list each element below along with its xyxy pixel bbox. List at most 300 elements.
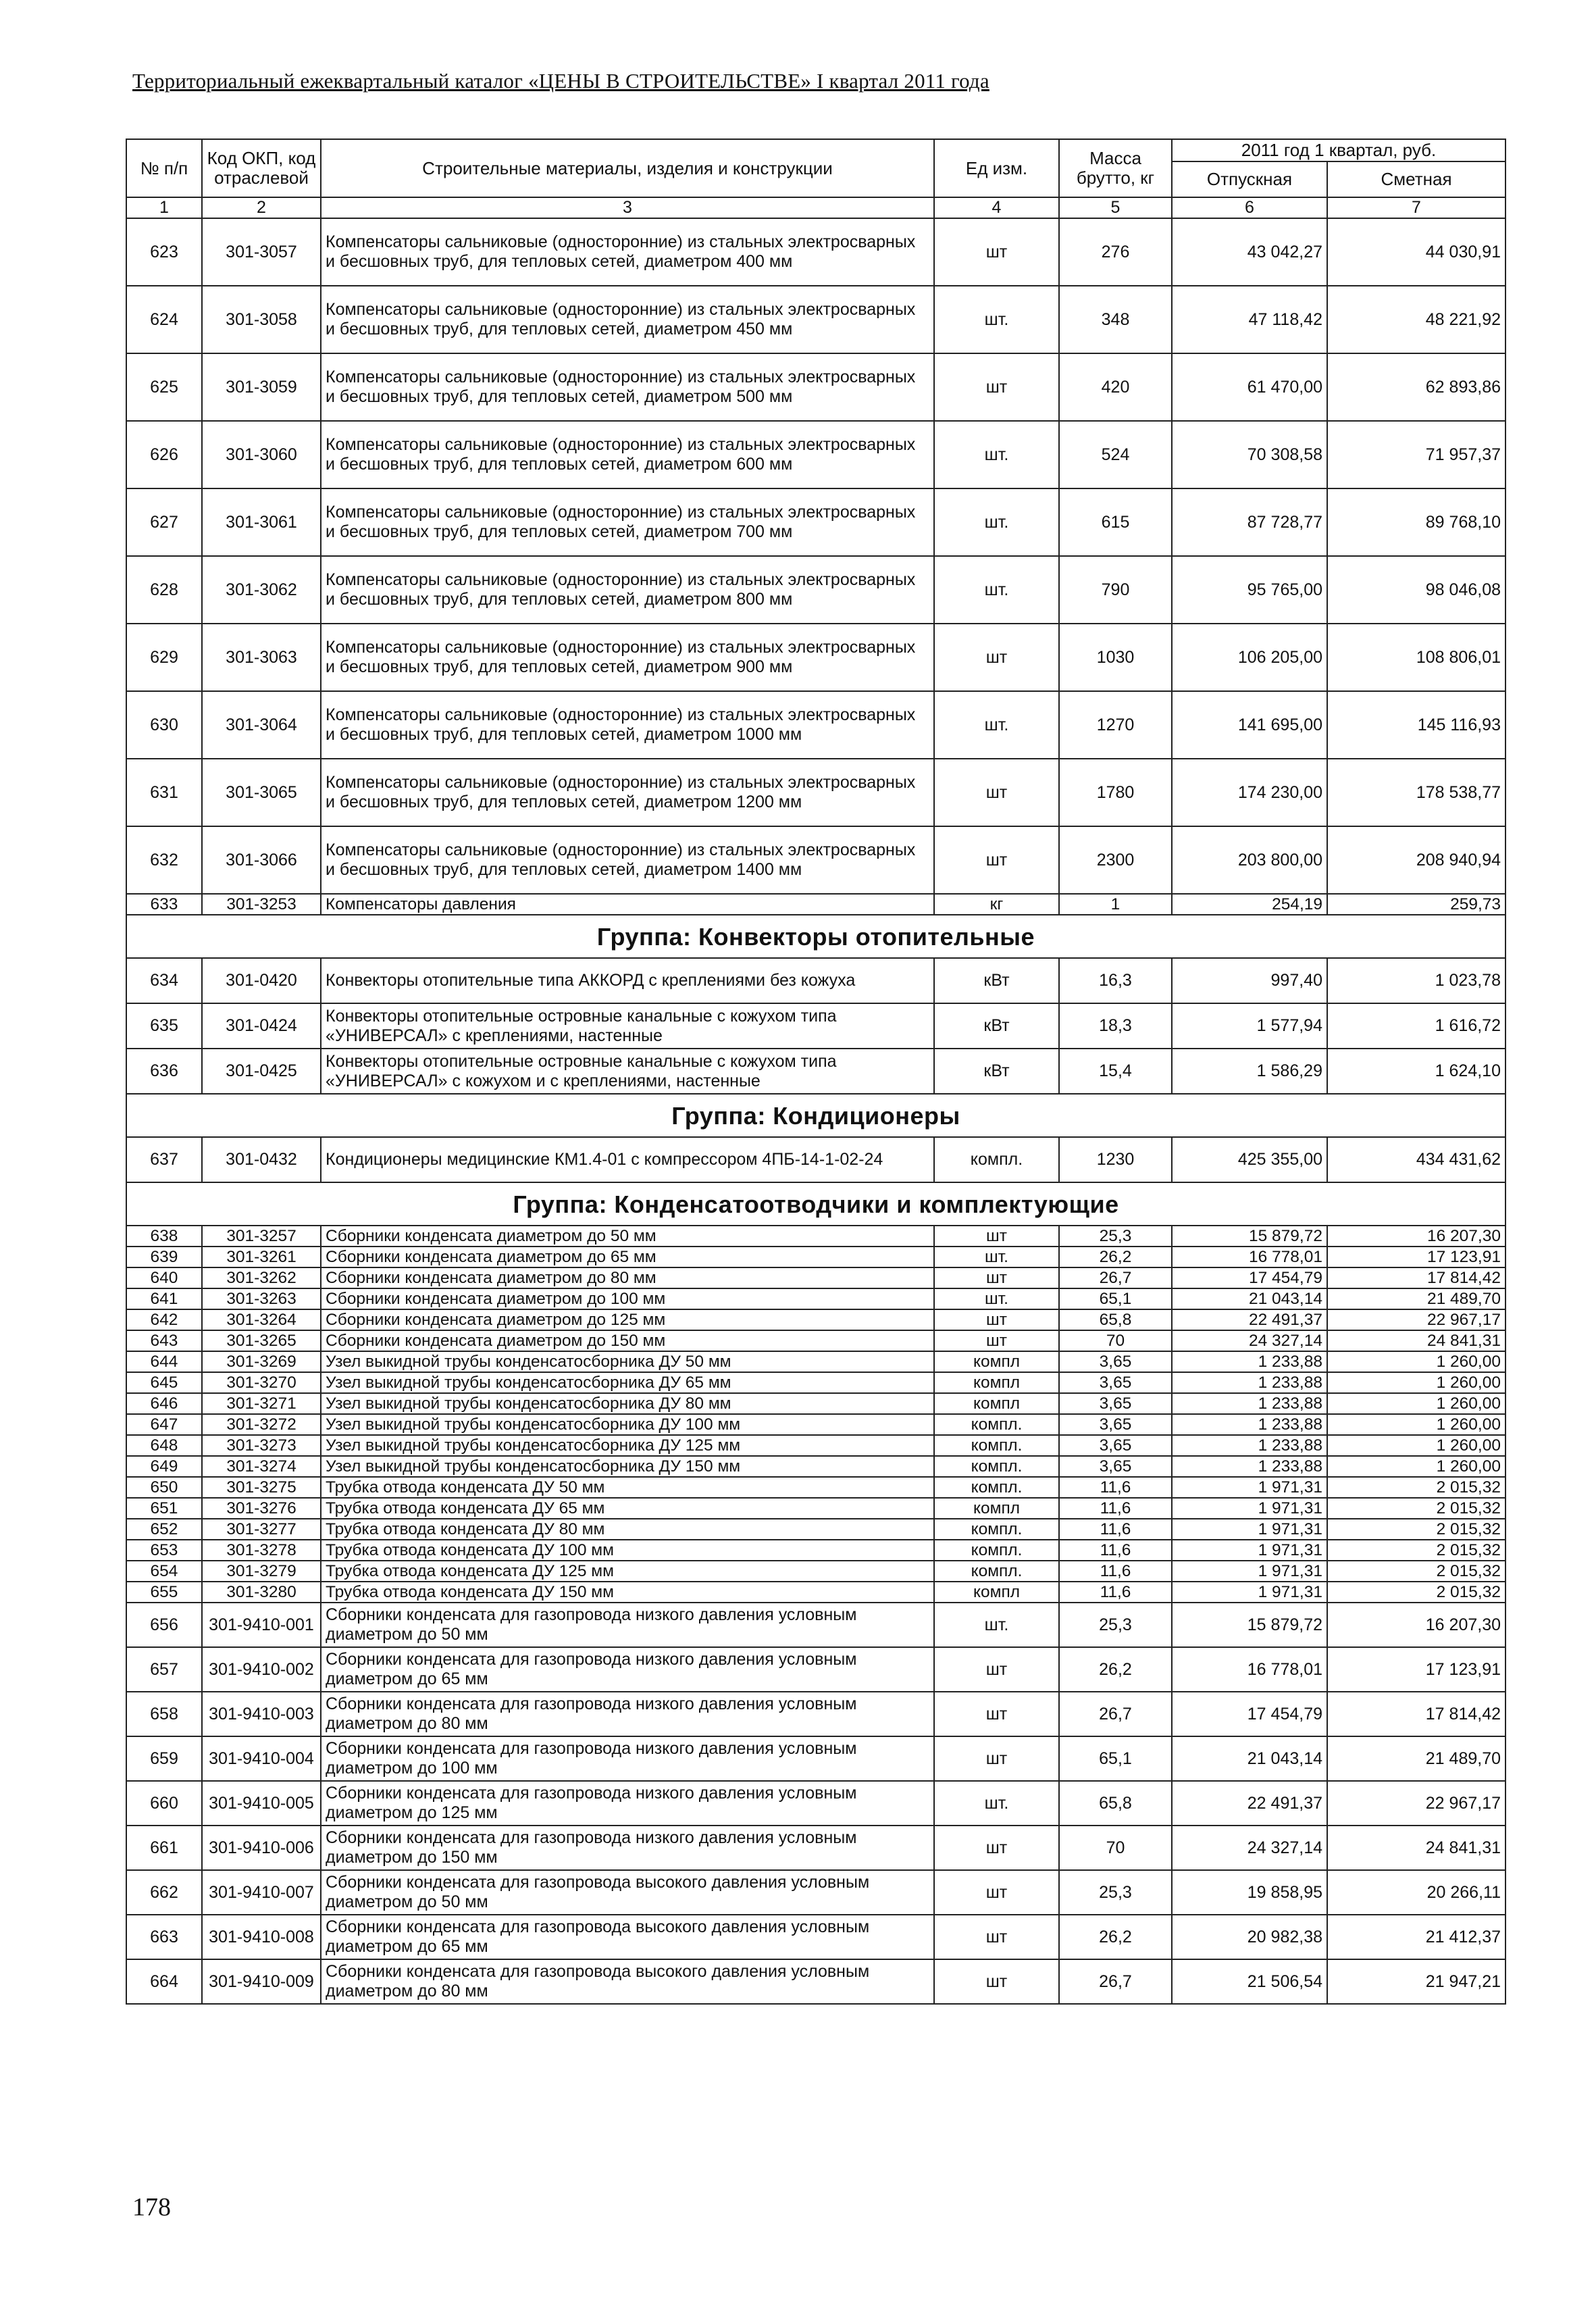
row-release-price: 19 858,95 xyxy=(1172,1870,1327,1915)
row-name: Трубка отвода конденсата ДУ 50 мм xyxy=(321,1477,934,1498)
row-code: 301-3057 xyxy=(202,218,321,286)
row-release-price: 47 118,42 xyxy=(1172,286,1327,353)
row-code: 301-0425 xyxy=(202,1049,321,1094)
row-name: Сборники конденсата диаметром до 125 мм xyxy=(321,1309,934,1330)
header-num: № п/п xyxy=(126,139,202,197)
row-mass: 3,65 xyxy=(1059,1351,1172,1372)
row-name: Трубка отвода конденсата ДУ 80 мм xyxy=(321,1519,934,1540)
row-unit: шт xyxy=(934,1959,1059,2004)
row-estimate-price: 2 015,32 xyxy=(1327,1561,1505,1582)
row-release-price: 203 800,00 xyxy=(1172,826,1327,894)
row-number: 655 xyxy=(126,1582,202,1603)
header-mass: Масса брутто, кг xyxy=(1059,139,1172,197)
table-row xyxy=(126,218,1505,286)
column-number: 1 xyxy=(126,197,202,218)
row-code: 301-3272 xyxy=(202,1414,321,1435)
row-code: 301-3257 xyxy=(202,1226,321,1247)
row-estimate-price: 22 967,17 xyxy=(1327,1781,1505,1826)
row-name: Узел выкидной трубы конденсатосборника ДУ 150 мм xyxy=(321,1456,934,1477)
row-mass: 524 xyxy=(1059,421,1172,488)
row-estimate-price: 71 957,37 xyxy=(1327,421,1505,488)
row-unit: кВт xyxy=(934,958,1059,1003)
row-mass: 3,65 xyxy=(1059,1435,1172,1456)
row-release-price: 1 971,31 xyxy=(1172,1498,1327,1519)
table-row xyxy=(126,1647,1505,1692)
row-name: Сборники конденсата для газопровода низкого давления условным диаметром до 150 мм xyxy=(321,1826,934,1870)
row-name: Сборники конденсата диаметром до 50 мм xyxy=(321,1226,934,1247)
row-number: 660 xyxy=(126,1781,202,1826)
row-name: Компенсаторы сальниковые (односторонние) из стальных электросварных и бесшовных труб, для тепловых сетей, диаметром 500 мм xyxy=(321,353,934,421)
header-name: Строительные материалы, изделия и конструкции xyxy=(321,139,934,197)
row-number: 632 xyxy=(126,826,202,894)
row-release-price: 15 879,72 xyxy=(1172,1603,1327,1647)
row-estimate-price: 21 947,21 xyxy=(1327,1959,1505,2004)
row-release-price: 1 971,31 xyxy=(1172,1519,1327,1540)
row-release-price: 22 491,37 xyxy=(1172,1309,1327,1330)
row-unit: шт. xyxy=(934,1781,1059,1826)
row-name: Сборники конденсата для газопровода низкого давления условным диаметром до 100 мм xyxy=(321,1736,934,1781)
table-row xyxy=(126,1288,1505,1309)
table-row xyxy=(126,1582,1505,1603)
row-name: Конвекторы отопительные островные канальные с кожухом типа «УНИВЕРСАЛ» с креплениями, настенные xyxy=(321,1003,934,1049)
table-row xyxy=(126,1351,1505,1372)
row-mass: 26,2 xyxy=(1059,1247,1172,1267)
row-release-price: 95 765,00 xyxy=(1172,556,1327,624)
row-mass: 25,3 xyxy=(1059,1603,1172,1647)
row-release-price: 70 308,58 xyxy=(1172,421,1327,488)
row-estimate-price: 16 207,30 xyxy=(1327,1226,1505,1247)
row-release-price: 17 454,79 xyxy=(1172,1267,1327,1288)
row-name: Компенсаторы сальниковые (односторонние) из стальных электросварных и бесшовных труб, для тепловых сетей, диаметром 400 мм xyxy=(321,218,934,286)
row-code: 301-3059 xyxy=(202,353,321,421)
row-mass: 26,7 xyxy=(1059,1692,1172,1736)
row-code: 301-3275 xyxy=(202,1477,321,1498)
table-row xyxy=(126,1309,1505,1330)
table-row xyxy=(126,1330,1505,1351)
row-release-price: 106 205,00 xyxy=(1172,624,1327,691)
group-heading-row xyxy=(126,915,1505,958)
row-mass: 25,3 xyxy=(1059,1870,1172,1915)
table-row xyxy=(126,1049,1505,1094)
row-unit: шт. xyxy=(934,556,1059,624)
row-unit: шт xyxy=(934,1736,1059,1781)
row-mass: 615 xyxy=(1059,488,1172,556)
row-code: 301-9410-009 xyxy=(202,1959,321,2004)
row-number: 630 xyxy=(126,691,202,759)
row-code: 301-0424 xyxy=(202,1003,321,1049)
row-mass: 70 xyxy=(1059,1330,1172,1351)
row-mass: 3,65 xyxy=(1059,1414,1172,1435)
row-estimate-price: 17 123,91 xyxy=(1327,1247,1505,1267)
row-estimate-price: 434 431,62 xyxy=(1327,1137,1505,1182)
row-release-price: 1 971,31 xyxy=(1172,1477,1327,1498)
table-row xyxy=(126,1003,1505,1049)
row-estimate-price: 24 841,31 xyxy=(1327,1826,1505,1870)
row-estimate-price: 17 123,91 xyxy=(1327,1647,1505,1692)
row-release-price: 21 043,14 xyxy=(1172,1736,1327,1781)
row-estimate-price: 1 624,10 xyxy=(1327,1049,1505,1094)
row-unit: компл. xyxy=(934,1435,1059,1456)
group-heading: Группа: Конденсатоотводчики и комплектующие xyxy=(126,1182,1505,1226)
row-code: 301-3276 xyxy=(202,1498,321,1519)
row-code: 301-3277 xyxy=(202,1519,321,1540)
row-number: 657 xyxy=(126,1647,202,1692)
row-name: Компенсаторы сальниковые (односторонние) из стальных электросварных и бесшовных труб, для тепловых сетей, диаметром 1400 мм xyxy=(321,826,934,894)
row-mass: 3,65 xyxy=(1059,1372,1172,1393)
row-number: 627 xyxy=(126,488,202,556)
row-estimate-price: 98 046,08 xyxy=(1327,556,1505,624)
row-unit: шт. xyxy=(934,691,1059,759)
row-code: 301-0432 xyxy=(202,1137,321,1182)
price-catalog-table xyxy=(126,139,1506,2005)
row-estimate-price: 2 015,32 xyxy=(1327,1498,1505,1519)
row-number: 641 xyxy=(126,1288,202,1309)
row-mass: 11,6 xyxy=(1059,1477,1172,1498)
row-number: 654 xyxy=(126,1561,202,1582)
column-number: 5 xyxy=(1059,197,1172,218)
table-row xyxy=(126,1826,1505,1870)
row-code: 301-9410-001 xyxy=(202,1603,321,1647)
group-heading-row xyxy=(126,1182,1505,1226)
row-name: Компенсаторы сальниковые (односторонние) из стальных электросварных и бесшовных труб, для тепловых сетей, диаметром 1000 мм xyxy=(321,691,934,759)
row-unit: компл. xyxy=(934,1477,1059,1498)
header-release-price: Отпускная xyxy=(1172,161,1327,197)
row-release-price: 22 491,37 xyxy=(1172,1781,1327,1826)
row-mass: 1780 xyxy=(1059,759,1172,826)
row-unit: кВт xyxy=(934,1049,1059,1094)
row-number: 646 xyxy=(126,1393,202,1414)
row-release-price: 24 327,14 xyxy=(1172,1826,1327,1870)
row-estimate-price: 16 207,30 xyxy=(1327,1603,1505,1647)
row-unit: шт. xyxy=(934,488,1059,556)
group-heading: Группа: Кондиционеры xyxy=(126,1094,1505,1137)
row-number: 648 xyxy=(126,1435,202,1456)
row-name: Сборники конденсата диаметром до 80 мм xyxy=(321,1267,934,1288)
row-estimate-price: 24 841,31 xyxy=(1327,1330,1505,1351)
row-mass: 11,6 xyxy=(1059,1582,1172,1603)
row-code: 301-9410-008 xyxy=(202,1915,321,1959)
row-name: Сборники конденсата для газопровода низкого давления условным диаметром до 80 мм xyxy=(321,1692,934,1736)
column-number-row xyxy=(126,197,1505,218)
row-mass: 3,65 xyxy=(1059,1456,1172,1477)
row-release-price: 21 043,14 xyxy=(1172,1288,1327,1309)
table-row xyxy=(126,1393,1505,1414)
row-release-price: 141 695,00 xyxy=(1172,691,1327,759)
row-release-price: 17 454,79 xyxy=(1172,1692,1327,1736)
row-estimate-price: 1 260,00 xyxy=(1327,1372,1505,1393)
row-mass: 26,7 xyxy=(1059,1267,1172,1288)
table-row xyxy=(126,1435,1505,1456)
row-mass: 26,2 xyxy=(1059,1647,1172,1692)
table-row xyxy=(126,1267,1505,1288)
row-release-price: 425 355,00 xyxy=(1172,1137,1327,1182)
column-number: 4 xyxy=(934,197,1059,218)
row-unit: кВт xyxy=(934,1003,1059,1049)
row-estimate-price: 44 030,91 xyxy=(1327,218,1505,286)
row-unit: шт xyxy=(934,218,1059,286)
row-unit: компл xyxy=(934,1393,1059,1414)
table-row xyxy=(126,1519,1505,1540)
row-number: 651 xyxy=(126,1498,202,1519)
row-code: 301-9410-003 xyxy=(202,1692,321,1736)
row-unit: компл xyxy=(934,1582,1059,1603)
row-name: Узел выкидной трубы конденсатосборника ДУ 65 мм xyxy=(321,1372,934,1393)
row-mass: 65,8 xyxy=(1059,1309,1172,1330)
header-row xyxy=(126,139,1505,161)
row-unit: шт xyxy=(934,1226,1059,1247)
table-row xyxy=(126,556,1505,624)
row-number: 650 xyxy=(126,1477,202,1498)
row-unit: кг xyxy=(934,894,1059,915)
row-estimate-price: 108 806,01 xyxy=(1327,624,1505,691)
row-name: Сборники конденсата для газопровода высокого давления условным диаметром до 65 мм xyxy=(321,1915,934,1959)
row-estimate-price: 2 015,32 xyxy=(1327,1582,1505,1603)
column-number: 3 xyxy=(321,197,934,218)
row-mass: 1230 xyxy=(1059,1137,1172,1182)
row-unit: компл xyxy=(934,1351,1059,1372)
column-number: 2 xyxy=(202,197,321,218)
row-number: 653 xyxy=(126,1540,202,1561)
table-row xyxy=(126,1477,1505,1498)
row-name: Сборники конденсата диаметром до 150 мм xyxy=(321,1330,934,1351)
table-row xyxy=(126,826,1505,894)
row-number: 640 xyxy=(126,1267,202,1288)
row-unit: шт xyxy=(934,1267,1059,1288)
row-mass: 65,1 xyxy=(1059,1736,1172,1781)
row-name: Компенсаторы сальниковые (односторонние) из стальных электросварных и бесшовных труб, для тепловых сетей, диаметром 800 мм xyxy=(321,556,934,624)
row-release-price: 1 233,88 xyxy=(1172,1372,1327,1393)
row-number: 624 xyxy=(126,286,202,353)
table-row xyxy=(126,1137,1505,1182)
table-row xyxy=(126,894,1505,915)
row-code: 301-3279 xyxy=(202,1561,321,1582)
row-name: Узел выкидной трубы конденсатосборника ДУ 50 мм xyxy=(321,1351,934,1372)
row-number: 629 xyxy=(126,624,202,691)
row-unit: компл. xyxy=(934,1137,1059,1182)
row-name: Сборники конденсата диаметром до 65 мм xyxy=(321,1247,934,1267)
row-unit: шт xyxy=(934,826,1059,894)
row-number: 661 xyxy=(126,1826,202,1870)
row-release-price: 1 586,29 xyxy=(1172,1049,1327,1094)
row-unit: шт xyxy=(934,353,1059,421)
row-code: 301-3271 xyxy=(202,1393,321,1414)
row-name: Компенсаторы сальниковые (односторонние) из стальных электросварных и бесшовных труб, для тепловых сетей, диаметром 1200 мм xyxy=(321,759,934,826)
table-row xyxy=(126,759,1505,826)
table-row xyxy=(126,1692,1505,1736)
row-mass: 420 xyxy=(1059,353,1172,421)
row-estimate-price: 259,73 xyxy=(1327,894,1505,915)
row-estimate-price: 20 266,11 xyxy=(1327,1870,1505,1915)
row-mass: 15,4 xyxy=(1059,1049,1172,1094)
row-number: 649 xyxy=(126,1456,202,1477)
row-number: 639 xyxy=(126,1247,202,1267)
row-release-price: 16 778,01 xyxy=(1172,1247,1327,1267)
row-unit: шт xyxy=(934,1309,1059,1330)
row-unit: шт xyxy=(934,1330,1059,1351)
row-number: 625 xyxy=(126,353,202,421)
table-row xyxy=(126,1498,1505,1519)
table-row xyxy=(126,1226,1505,1247)
row-estimate-price: 1 260,00 xyxy=(1327,1351,1505,1372)
column-number: 7 xyxy=(1327,197,1505,218)
row-name: Трубка отвода конденсата ДУ 100 мм xyxy=(321,1540,934,1561)
row-estimate-price: 62 893,86 xyxy=(1327,353,1505,421)
row-number: 645 xyxy=(126,1372,202,1393)
row-name: Сборники конденсата для газопровода высокого давления условным диаметром до 50 мм xyxy=(321,1870,934,1915)
row-code: 301-3063 xyxy=(202,624,321,691)
row-estimate-price: 1 260,00 xyxy=(1327,1414,1505,1435)
row-number: 635 xyxy=(126,1003,202,1049)
row-unit: шт. xyxy=(934,1603,1059,1647)
row-estimate-price: 17 814,42 xyxy=(1327,1267,1505,1288)
row-release-price: 1 233,88 xyxy=(1172,1456,1327,1477)
row-name: Компенсаторы сальниковые (односторонние) из стальных электросварных и бесшовных труб, для тепловых сетей, диаметром 900 мм xyxy=(321,624,934,691)
row-name: Компенсаторы сальниковые (односторонние) из стальных электросварных и бесшовных труб, для тепловых сетей, диаметром 700 мм xyxy=(321,488,934,556)
row-unit: шт. xyxy=(934,1247,1059,1267)
row-release-price: 16 778,01 xyxy=(1172,1647,1327,1692)
row-estimate-price: 48 221,92 xyxy=(1327,286,1505,353)
row-code: 301-3264 xyxy=(202,1309,321,1330)
table-row xyxy=(126,1247,1505,1267)
row-mass: 1030 xyxy=(1059,624,1172,691)
row-unit: шт xyxy=(934,624,1059,691)
row-mass: 1270 xyxy=(1059,691,1172,759)
table-row xyxy=(126,353,1505,421)
row-code: 301-3269 xyxy=(202,1351,321,1372)
table-row xyxy=(126,1736,1505,1781)
table-row xyxy=(126,1372,1505,1393)
table-row xyxy=(126,286,1505,353)
row-mass: 11,6 xyxy=(1059,1519,1172,1540)
row-number: 636 xyxy=(126,1049,202,1094)
row-estimate-price: 1 616,72 xyxy=(1327,1003,1505,1049)
header-code: Код ОКП, код отраслевой xyxy=(202,139,321,197)
row-name: Узел выкидной трубы конденсатосборника ДУ 125 мм xyxy=(321,1435,934,1456)
column-number: 6 xyxy=(1172,197,1327,218)
row-name: Сборники конденсата для газопровода низкого давления условным диаметром до 65 мм xyxy=(321,1647,934,1692)
row-mass: 276 xyxy=(1059,218,1172,286)
row-mass: 26,7 xyxy=(1059,1959,1172,2004)
row-estimate-price: 1 260,00 xyxy=(1327,1435,1505,1456)
row-mass: 65,8 xyxy=(1059,1781,1172,1826)
row-release-price: 1 577,94 xyxy=(1172,1003,1327,1049)
row-mass: 11,6 xyxy=(1059,1540,1172,1561)
row-unit: компл. xyxy=(934,1414,1059,1435)
row-estimate-price: 17 814,42 xyxy=(1327,1692,1505,1736)
row-release-price: 24 327,14 xyxy=(1172,1330,1327,1351)
page-header-title: Территориальный ежеквартальный каталог «ЦЕНЫ В СТРОИТЕЛЬСТВЕ» I квартал 2011 года xyxy=(132,69,989,93)
row-name: Конвекторы отопительные типа АККОРД с креплениями без кожуха xyxy=(321,958,934,1003)
row-estimate-price: 21 489,70 xyxy=(1327,1736,1505,1781)
row-number: 656 xyxy=(126,1603,202,1647)
table-row xyxy=(126,1959,1505,2004)
row-release-price: 174 230,00 xyxy=(1172,759,1327,826)
header-estimate-price: Сметная xyxy=(1327,161,1505,197)
group-heading-row xyxy=(126,1094,1505,1137)
table-row xyxy=(126,1414,1505,1435)
row-name: Сборники конденсата диаметром до 100 мм xyxy=(321,1288,934,1309)
row-number: 659 xyxy=(126,1736,202,1781)
row-number: 663 xyxy=(126,1915,202,1959)
row-number: 647 xyxy=(126,1414,202,1435)
row-estimate-price: 21 489,70 xyxy=(1327,1288,1505,1309)
row-estimate-price: 1 260,00 xyxy=(1327,1456,1505,1477)
header-unit: Ед изм. xyxy=(934,139,1059,197)
row-code: 301-3274 xyxy=(202,1456,321,1477)
row-number: 662 xyxy=(126,1870,202,1915)
row-mass: 11,6 xyxy=(1059,1561,1172,1582)
row-estimate-price: 1 023,78 xyxy=(1327,958,1505,1003)
row-estimate-price: 145 116,93 xyxy=(1327,691,1505,759)
row-code: 301-3278 xyxy=(202,1540,321,1561)
row-estimate-price: 89 768,10 xyxy=(1327,488,1505,556)
row-unit: компл xyxy=(934,1372,1059,1393)
row-estimate-price: 22 967,17 xyxy=(1327,1309,1505,1330)
row-unit: шт xyxy=(934,1692,1059,1736)
row-number: 633 xyxy=(126,894,202,915)
row-code: 301-9410-004 xyxy=(202,1736,321,1781)
row-estimate-price: 21 412,37 xyxy=(1327,1915,1505,1959)
page-number: 178 xyxy=(132,2193,171,2221)
row-code: 301-3061 xyxy=(202,488,321,556)
row-unit: компл xyxy=(934,1498,1059,1519)
row-name: Сборники конденсата для газопровода низкого давления условным диаметром до 50 мм xyxy=(321,1603,934,1647)
row-code: 301-3261 xyxy=(202,1247,321,1267)
row-name: Трубка отвода конденсата ДУ 65 мм xyxy=(321,1498,934,1519)
row-code: 301-3265 xyxy=(202,1330,321,1351)
row-code: 301-9410-002 xyxy=(202,1647,321,1692)
row-unit: компл. xyxy=(934,1519,1059,1540)
row-mass: 65,1 xyxy=(1059,1288,1172,1309)
header-period: 2011 год 1 квартал, руб. xyxy=(1172,139,1505,161)
row-name: Конвекторы отопительные островные канальные с кожухом типа «УНИВЕРСАЛ» с кожухом и с креплениями, настенные xyxy=(321,1049,934,1094)
row-mass: 18,3 xyxy=(1059,1003,1172,1049)
row-code: 301-9410-006 xyxy=(202,1826,321,1870)
row-code: 301-3280 xyxy=(202,1582,321,1603)
table-row xyxy=(126,488,1505,556)
table-row xyxy=(126,691,1505,759)
row-code: 301-3270 xyxy=(202,1372,321,1393)
row-number: 634 xyxy=(126,958,202,1003)
row-name: Сборники конденсата для газопровода низкого давления условным диаметром до 125 мм xyxy=(321,1781,934,1826)
row-code: 301-0420 xyxy=(202,958,321,1003)
row-release-price: 254,19 xyxy=(1172,894,1327,915)
row-unit: компл. xyxy=(934,1561,1059,1582)
row-mass: 348 xyxy=(1059,286,1172,353)
row-release-price: 1 971,31 xyxy=(1172,1561,1327,1582)
row-name: Компенсаторы давления xyxy=(321,894,934,915)
row-name: Трубка отвода конденсата ДУ 150 мм xyxy=(321,1582,934,1603)
row-release-price: 1 971,31 xyxy=(1172,1540,1327,1561)
row-release-price: 1 971,31 xyxy=(1172,1582,1327,1603)
table-row xyxy=(126,1561,1505,1582)
row-estimate-price: 178 538,77 xyxy=(1327,759,1505,826)
row-number: 644 xyxy=(126,1351,202,1372)
table-row xyxy=(126,1540,1505,1561)
row-mass: 70 xyxy=(1059,1826,1172,1870)
row-estimate-price: 2 015,32 xyxy=(1327,1519,1505,1540)
row-release-price: 1 233,88 xyxy=(1172,1414,1327,1435)
row-code: 301-3066 xyxy=(202,826,321,894)
row-code: 301-3064 xyxy=(202,691,321,759)
row-mass: 790 xyxy=(1059,556,1172,624)
row-number: 652 xyxy=(126,1519,202,1540)
table-body xyxy=(126,139,1505,2004)
row-estimate-price: 1 260,00 xyxy=(1327,1393,1505,1414)
table-row xyxy=(126,958,1505,1003)
row-code: 301-3262 xyxy=(202,1267,321,1288)
table-row xyxy=(126,1915,1505,1959)
